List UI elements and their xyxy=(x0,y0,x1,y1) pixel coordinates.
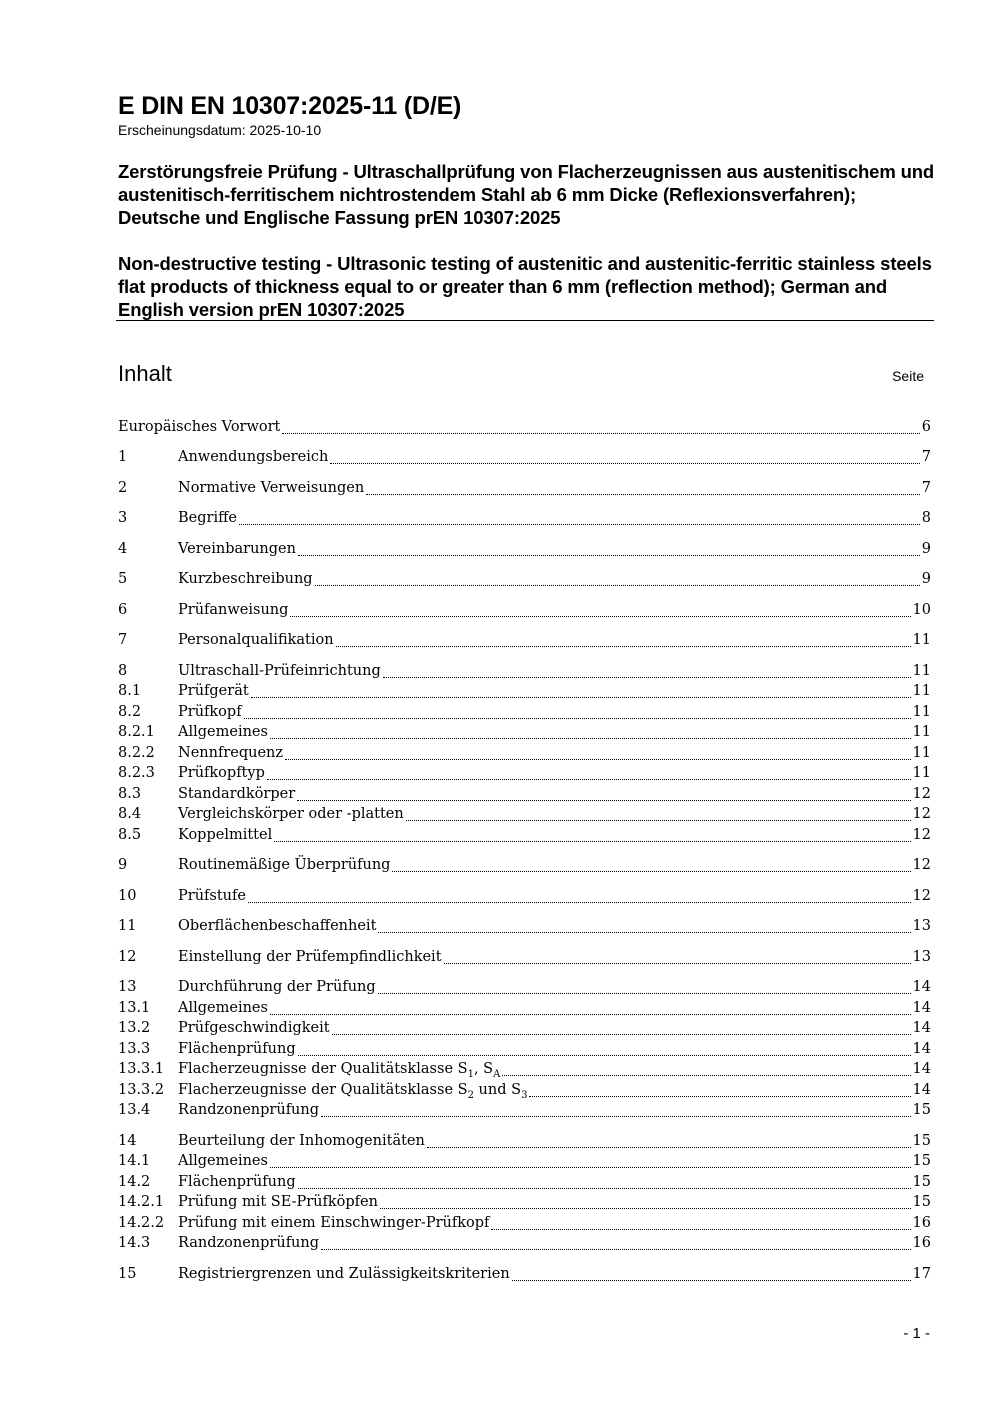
toc-entry-page: 16 xyxy=(912,1235,931,1251)
toc-entry[interactable] xyxy=(118,804,931,824)
toc-entry-title: Einstellung der Prüfempfindlichkeit xyxy=(178,949,442,965)
toc-entry-title: Nennfrequenz xyxy=(178,745,284,761)
toc-leader-dots xyxy=(332,1030,911,1035)
toc-entry[interactable] xyxy=(118,630,931,650)
toc-leader-dots xyxy=(380,1204,911,1209)
toc-entry-title: Vereinbarungen xyxy=(178,541,296,557)
toc-entry-title: Prüfgerät xyxy=(178,683,249,699)
toc-entry-number: 13.3 xyxy=(118,1041,151,1057)
toc-entry-number: 13 xyxy=(118,979,137,995)
toc-leader-dots xyxy=(290,612,910,617)
toc-entry-page: 9 xyxy=(921,541,931,557)
toc-entry-title: Randzonenprüfung xyxy=(178,1102,320,1118)
toc-page-label: Seite xyxy=(892,368,924,384)
toc-entry-title: Allgemeines xyxy=(178,724,268,740)
toc-entry[interactable] xyxy=(118,600,931,620)
toc-leader-dots xyxy=(270,1163,911,1168)
toc-entry-number: 14.2.1 xyxy=(118,1194,165,1210)
toc-leader-dots xyxy=(239,520,920,525)
toc-entry-title: Begriffe xyxy=(178,510,237,526)
toc-entry-number: 13.2 xyxy=(118,1020,151,1036)
toc-leader-dots xyxy=(270,1010,911,1015)
toc-entry[interactable] xyxy=(118,916,931,936)
toc-entry-page: 15 xyxy=(912,1153,931,1169)
toc-leader-dots xyxy=(444,959,911,964)
toc-entry-number: 13.1 xyxy=(118,1000,151,1016)
toc-entry-page: 12 xyxy=(912,857,931,873)
toc-leader-dots xyxy=(383,673,911,678)
toc-entry-page: 11 xyxy=(912,683,931,699)
toc-entry[interactable] xyxy=(118,743,931,763)
toc-entry-number: 11 xyxy=(118,918,137,934)
toc-entry-title: Prüfung mit SE-Prüfköpfen xyxy=(178,1194,378,1210)
toc-leader-dots xyxy=(529,1092,910,1097)
toc-entry[interactable] xyxy=(118,1151,931,1171)
toc-leader-dots xyxy=(298,1051,911,1056)
toc-entry[interactable] xyxy=(118,1264,931,1284)
toc-entry-title: Allgemeines xyxy=(178,1000,268,1016)
toc-entry-title: Flacherzeugnisse der Qualitätsklasse $S_2$ und $S_3$ xyxy=(178,1082,528,1101)
toc-entry-title: Personalqualifikation xyxy=(178,632,334,648)
toc-entry-title: Randzonenprüfung xyxy=(178,1235,320,1251)
toc-entry-page: 12 xyxy=(912,806,931,822)
toc-entry-number: 8.2.1 xyxy=(118,724,155,740)
toc-entry-page: 10 xyxy=(912,602,931,618)
toc-entry-number: 8.5 xyxy=(118,827,142,843)
toc-leader-dots xyxy=(491,1225,910,1230)
toc-entry-title: Prüfung mit einem Einschwinger-Prüfkopf xyxy=(178,1215,490,1231)
toc-entry-title: Prüfgeschwindigkeit xyxy=(178,1020,330,1036)
toc-entry[interactable] xyxy=(118,1233,931,1253)
toc-leader-dots xyxy=(427,1143,911,1148)
toc-entry-page: 12 xyxy=(912,888,931,904)
toc-leader-dots xyxy=(282,429,919,434)
toc-entry[interactable] xyxy=(118,1100,931,1120)
toc-entry-page: 11 xyxy=(912,632,931,648)
toc-entry-page: 16 xyxy=(912,1215,931,1231)
toc-entry-number: 6 xyxy=(118,602,128,618)
toc-leader-dots xyxy=(248,898,911,903)
publication-date: Erscheinungsdatum: 2025-10-10 xyxy=(118,122,322,138)
toc-entry-number: 10 xyxy=(118,888,137,904)
toc-leader-dots xyxy=(244,714,911,719)
toc-entry[interactable] xyxy=(118,947,931,967)
toc-entry-number: 8.3 xyxy=(118,786,142,802)
toc-leader-dots xyxy=(321,1245,911,1250)
toc-leader-dots xyxy=(315,581,920,586)
toc-entry-number: 13.3.1 xyxy=(118,1061,165,1077)
toc-entry-title: Routinemäßige Überprüfung xyxy=(178,857,391,873)
toc-entry-number: 1 xyxy=(118,449,128,465)
toc-entry-page: 17 xyxy=(912,1266,931,1282)
toc-entry-title: Europäisches Vorwort xyxy=(118,419,281,435)
toc-entry-page: 15 xyxy=(912,1133,931,1149)
toc-entry-number: 13.3.2 xyxy=(118,1082,165,1098)
toc-entry-page: 14 xyxy=(912,1061,931,1077)
toc-entry-number: 8.2.3 xyxy=(118,765,155,781)
toc-entry-number: 2 xyxy=(118,480,128,496)
toc-entry-page: 9 xyxy=(921,571,931,587)
toc-entry[interactable] xyxy=(118,1172,931,1192)
toc-entry-number: 8.1 xyxy=(118,683,142,699)
toc-entry-number: 3 xyxy=(118,510,128,526)
toc-leader-dots xyxy=(330,459,919,464)
toc-entry[interactable] xyxy=(118,722,931,742)
toc-entry[interactable] xyxy=(118,886,931,906)
toc-entry[interactable] xyxy=(118,417,931,437)
toc-entry-page: 7 xyxy=(921,449,931,465)
toc-heading: Inhalt xyxy=(118,361,172,386)
toc-entry-number: 4 xyxy=(118,541,128,557)
toc-entry[interactable] xyxy=(118,998,931,1018)
toc-entry-title: Prüfstufe xyxy=(178,888,246,904)
toc-entry[interactable] xyxy=(118,763,931,783)
toc-entry[interactable] xyxy=(118,1192,931,1212)
toc-entry[interactable] xyxy=(118,1131,931,1151)
toc-entry-page: 13 xyxy=(912,918,931,934)
toc-entry-number: 13.4 xyxy=(118,1102,151,1118)
toc-leader-dots xyxy=(267,775,911,780)
toc-entry-title: Allgemeines xyxy=(178,1153,268,1169)
toc-leader-dots xyxy=(406,816,911,821)
toc-entry-number: 8.2.2 xyxy=(118,745,155,761)
toc-entry-page: 6 xyxy=(921,419,931,435)
page-number: - 1 - xyxy=(903,1325,930,1342)
toc-entry[interactable] xyxy=(118,539,931,559)
toc-entry-title: Normative Verweisungen xyxy=(178,480,365,496)
toc-entry[interactable] xyxy=(118,508,931,528)
toc-entry-title: Flächenprüfung xyxy=(178,1041,296,1057)
toc-entry-title: Prüfkopftyp xyxy=(178,765,265,781)
toc-leader-dots xyxy=(298,551,920,556)
toc-entry-title: Oberflächenbeschaffenheit xyxy=(178,918,377,934)
toc-entry-page: 14 xyxy=(912,1041,931,1057)
title-english: Non-destructive testing - Ultrasonic testing of austenitic and austenitic-ferritic stainless steels flat products of thickness equal to or greater than 6 mm (reflection method); German and English version prEN 10307:2025 xyxy=(118,253,932,320)
toc-leader-dots xyxy=(378,928,910,933)
toc-entry[interactable] xyxy=(118,681,931,701)
toc-leader-dots xyxy=(270,734,911,739)
toc-entry-page: 11 xyxy=(912,765,931,781)
toc-entry[interactable] xyxy=(118,825,931,845)
toc-entry-number: 14.1 xyxy=(118,1153,151,1169)
toc-entry[interactable] xyxy=(118,1018,931,1038)
toc-entry-title: Prüfkopf xyxy=(178,704,242,720)
document-id: E DIN EN 10307:2025-11 (D/E) xyxy=(118,92,462,120)
toc-entry-title: Standardkörper xyxy=(178,786,296,802)
toc-entry[interactable] xyxy=(118,447,931,467)
toc-entry-title: Prüfanweisung xyxy=(178,602,289,618)
toc-entry[interactable] xyxy=(118,478,931,498)
toc-entry-title: Flächenprüfung xyxy=(178,1174,296,1190)
table-of-contents xyxy=(118,0,931,1300)
toc-entry-number: 7 xyxy=(118,632,128,648)
toc-entry[interactable] xyxy=(118,661,931,681)
toc-entry-page: 12 xyxy=(912,827,931,843)
toc-entry-number: 15 xyxy=(118,1266,137,1282)
title-german: Zerstörungsfreie Prüfung - Ultraschallprüfung von Flacherzeugnissen aus austenitischem und austenitisch-ferritischem nichtrostendem Stahl ab 6 mm Dicke (Reflexionsverfahren); Deutsche und Englische Fassung prEN 10307:2025 xyxy=(118,161,935,228)
toc-entry-page: 11 xyxy=(912,663,931,679)
toc-entry-page: 11 xyxy=(912,745,931,761)
toc-entry[interactable] xyxy=(118,702,931,722)
toc-entry-page: 7 xyxy=(921,480,931,496)
toc-leader-dots xyxy=(392,867,910,872)
toc-entry-title: Koppelmittel xyxy=(178,827,273,843)
toc-leader-dots xyxy=(321,1112,911,1117)
toc-entry-page: 13 xyxy=(912,949,931,965)
toc-entry[interactable] xyxy=(118,1039,931,1059)
toc-entry-title: Anwendungsbereich xyxy=(178,449,329,465)
toc-leader-dots xyxy=(285,755,911,760)
toc-entry[interactable] xyxy=(118,1213,931,1233)
toc-entry[interactable] xyxy=(118,569,931,589)
toc-leader-dots xyxy=(502,1071,910,1076)
toc-entry-title: Flacherzeugnisse der Qualitätsklasse $S_1$, $S_A$ xyxy=(178,1061,501,1080)
toc-entry-number: 14.3 xyxy=(118,1235,151,1251)
toc-entry-number: 12 xyxy=(118,949,137,965)
toc-leader-dots xyxy=(512,1276,911,1281)
toc-entry-title: Durchführung der Prüfung xyxy=(178,979,376,995)
toc-entry[interactable] xyxy=(118,1080,931,1100)
toc-entry[interactable] xyxy=(118,1059,931,1079)
toc-entry-page: 8 xyxy=(921,510,931,526)
toc-entry-page: 11 xyxy=(912,724,931,740)
toc-entry-number: 8 xyxy=(118,663,128,679)
toc-entry-title: Registriergrenzen und Zulässigkeitskriterien xyxy=(178,1266,510,1282)
toc-entry-page: 14 xyxy=(912,1000,931,1016)
toc-entry-number: 14.2.2 xyxy=(118,1215,165,1231)
toc-leader-dots xyxy=(336,642,911,647)
toc-leader-dots xyxy=(251,693,911,698)
toc-entry-number: 5 xyxy=(118,571,128,587)
toc-entry[interactable] xyxy=(118,977,931,997)
toc-entry-title: Kurzbeschreibung xyxy=(178,571,313,587)
toc-entry-page: 14 xyxy=(912,979,931,995)
toc-entry-number: 8.2 xyxy=(118,704,142,720)
toc-entry-page: 11 xyxy=(912,704,931,720)
toc-entry-title: Ultraschall-Prüfeinrichtung xyxy=(178,663,381,679)
toc-entry-number: 9 xyxy=(118,857,128,873)
toc-entry-number: 14 xyxy=(118,1133,137,1149)
toc-entry-number: 14.2 xyxy=(118,1174,151,1190)
toc-entry-title: Beurteilung der Inhomogenitäten xyxy=(178,1133,425,1149)
toc-entry-page: 14 xyxy=(912,1082,931,1098)
toc-entry-number: 8.4 xyxy=(118,806,142,822)
toc-leader-dots xyxy=(378,989,911,994)
toc-entry-page: 15 xyxy=(912,1174,931,1190)
toc-entry-page: 15 xyxy=(912,1194,931,1210)
toc-leader-dots xyxy=(274,837,910,842)
toc-entry-page: 14 xyxy=(912,1020,931,1036)
toc-leader-dots xyxy=(298,1184,911,1189)
toc-leader-dots xyxy=(366,490,920,495)
toc-entry[interactable] xyxy=(118,784,931,804)
toc-entry-title: Vergleichskörper oder -platten xyxy=(178,806,404,822)
toc-entry-page: 15 xyxy=(912,1102,931,1118)
toc-entry[interactable] xyxy=(118,855,931,875)
toc-leader-dots xyxy=(297,796,910,801)
toc-entry-page: 12 xyxy=(912,786,931,802)
